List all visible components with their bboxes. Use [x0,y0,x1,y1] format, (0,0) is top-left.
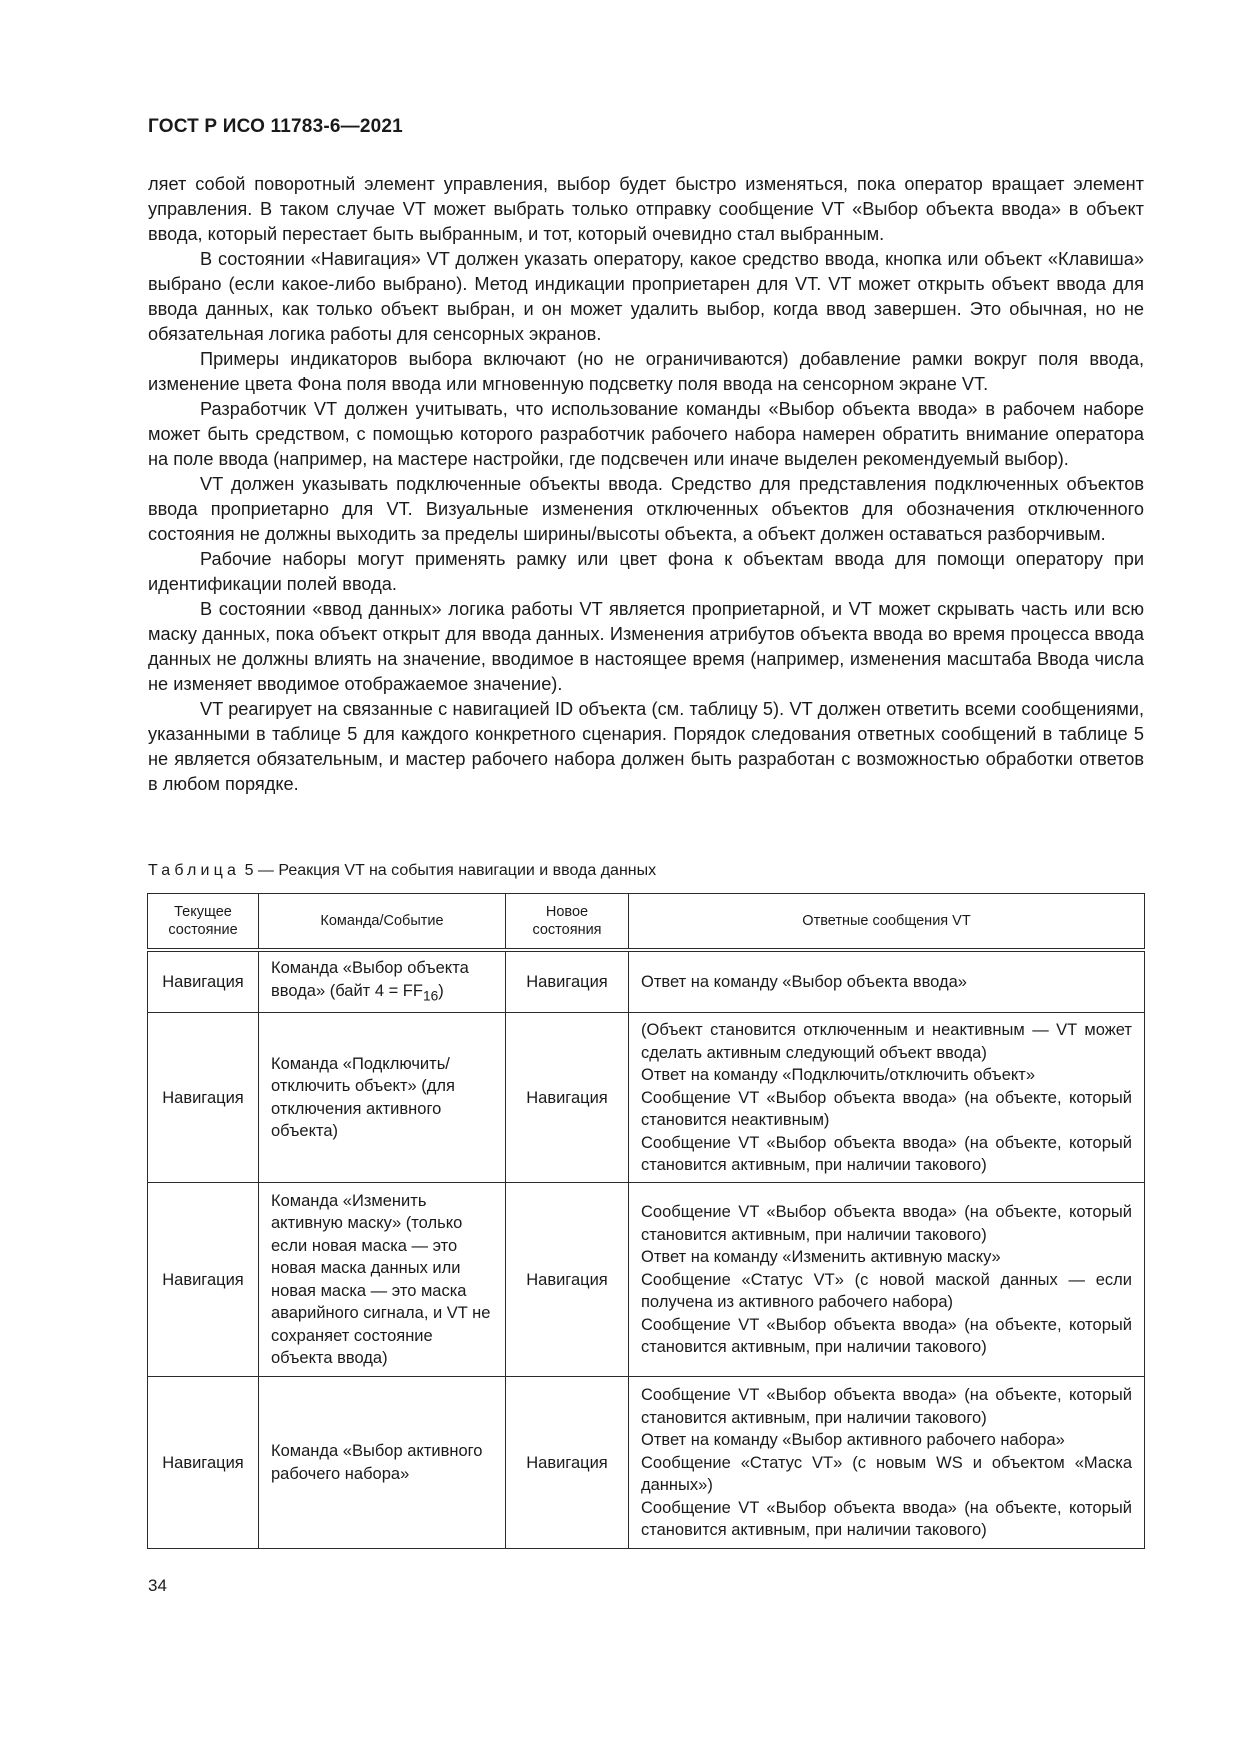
header-current-state: Текущее состояние [148,894,259,951]
table-row [148,1183,1145,1377]
table-header-row [148,894,1145,951]
paragraph: Рабочие наборы могут применять рамку или цвет фона к объектам ввода для помощи оператору при идентификации полей ввода. [148,549,1144,594]
header-vt-responses: Ответные сообщения VT [629,894,1145,951]
paragraph: Разработчик VT должен учитывать, что использование команды «Выбор объекта ввода» в рабочем наборе может быть средством, с помощью которого разработчик рабочего набора намерен обратить внимание оператора на поле ввода (например, на мастере настройки, где подсвечен или иначе выделен рекомендуемый выбор). [148,399,1144,469]
cell-new-state: Навигация [506,950,629,1013]
cell-responses [629,1183,1145,1377]
response-line: Сообщение VT «Выбор объекта ввода» (на объекте, который становится активным, при наличии такового) [641,1315,1132,1357]
paragraph: VT реагирует на связанные с навигацией ID объекта (см. таблицу 5). VT должен ответить всеми сообщениями, указанными в таблице 5 для каждого конкретного сценария. Порядок следования ответных сообщений в таблице 5 не является обязательным, и мастер рабочего набора должен быть разработан с возможностью обработки ответов в любом порядке. [148,699,1144,794]
table-row [148,950,1145,1013]
table-5 [147,893,1145,1549]
table-caption-title: 5 — Реакция VT на события навигации и ввода данных [240,862,657,879]
response-line: Сообщение VT «Выбор объекта ввода» (на объекте, который становится активным, при наличии такового) [641,1203,1132,1244]
paragraph: В состоянии «Навигация» VT должен указать оператору, какое средство ввода, кнопка или объект «Клавиша» выбрано (если какое-либо выбрано). Метод индикации проприетарен для VT. VT может открыть объект ввода для ввода данных, как только объект выбран, и он может удалить выбор, когда ввод завершен. Это обычная, но не обязательная логика работы для сенсорных экранов. [148,249,1144,344]
cell-responses [629,950,1145,1013]
cell-responses [629,1013,1145,1183]
table-caption [148,862,656,880]
header-new-state: Новое состояния [506,894,629,951]
cell-command: Команда «Изменить активную маску» (только если новая маска — это новая маска данных или новая маска — это маска аварийного сигнала, и VT не сохраняет состояние объекта ввода) [259,1183,506,1377]
cell-current-state: Навигация [148,1183,259,1377]
cell-command: Команда «Выбор активного рабочего набора» [259,1377,506,1549]
response-line: Сообщение VT «Выбор объекта ввода» (на объекте, который становится активным, при наличии такового) [641,1386,1132,1427]
table-caption-label: Таблица [148,862,241,879]
response-line: Сообщение «Статус VT» (с новой маской данных — если получена из активного рабочего набора) [641,1270,1132,1312]
response-line: Сообщение «Статус VT» (с новым WS и объектом «Маска данных») [641,1453,1132,1495]
response-line: Сообщение VT «Выбор объекта ввода» (на объекте, который становится активным, при наличии такового) [641,1498,1132,1540]
cell-current-state: Навигация [148,950,259,1013]
response-line: Ответ на команду «Подключить/отключить объект» [641,1066,1036,1085]
cell-command-tail: ) [438,981,444,1000]
cell-command-text: Команда «Выбор объекта ввода» (байт 4 = FF [271,959,469,1000]
cell-new-state: Навигация [506,1183,629,1377]
document-header: ГОСТ Р ИСО 11783-6—2021 [148,116,403,137]
cell-current-state: Навигация [148,1013,259,1183]
response-line: Ответ на команду «Выбор активного рабочего набора» [641,1431,1065,1450]
cell-command: Команда «Подключить/отключить объект» (для отключения активного объекта) [259,1013,506,1183]
response-line: Ответ на команду «Изменить активную маску» [641,1248,1001,1267]
page-number: 34 [148,1576,167,1595]
paragraph: ляет собой поворотный элемент управления, выбор будет быстро изменяться, пока оператор вращает элемент управления. В таком случае VT может выбрать только отправку сообщение VT «Выбор объекта ввода» в объект ввода, который перестает быть выбранным, и тот, который очевидно стал выбранным. [148,174,1144,244]
paragraph: VT должен указывать подключенные объекты ввода. Средство для представления подключенных объектов ввода проприетарно для VT. Визуальные изменения отключенных объектов для обозначения отключенного состояния не должны выходить за пределы ширины/высоты объекта, а объект должен оставаться разборчивым. [148,474,1144,544]
body-text [148,172,1144,797]
paragraph: В состоянии «ввод данных» логика работы VT является проприетарной, и VT может скрывать часть или всю маску данных, пока объект открыт для ввода данных. Изменения атрибутов объекта ввода во время процесса ввода данных не должны влиять на значение, вводимое в настоящее время (например, изменения масштаба Ввода числа не изменяет вводимое отображаемое значение). [148,599,1144,694]
cell-command [259,950,506,1013]
response-line: Сообщение VT «Выбор объекта ввода» (на объекте, который становится неактивным) [641,1088,1132,1130]
response-line: (Объект становится отключенным и неактивным — VT может сделать активным следующий объект ввода) [641,1021,1132,1062]
cell-command-subscript: 16 [422,987,439,1003]
response-line: Ответ на команду «Выбор объекта ввода» [641,972,967,991]
response-line: Сообщение VT «Выбор объекта ввода» (на объекте, который становится активным, при наличии такового) [641,1133,1132,1175]
cell-new-state: Навигация [506,1377,629,1549]
table-row [148,1377,1145,1549]
paragraph: Примеры индикаторов выбора включают (но не ограничиваются) добавление рамки вокруг поля ввода, изменение цвета Фона поля ввода или мгновенную подсветку поля ввода на сенсорном экране VT. [148,349,1144,394]
table-row [148,1013,1145,1183]
cell-new-state: Навигация [506,1013,629,1183]
cell-current-state: Навигация [148,1377,259,1549]
header-command-event: Команда/Событие [259,894,506,951]
cell-responses [629,1377,1145,1549]
